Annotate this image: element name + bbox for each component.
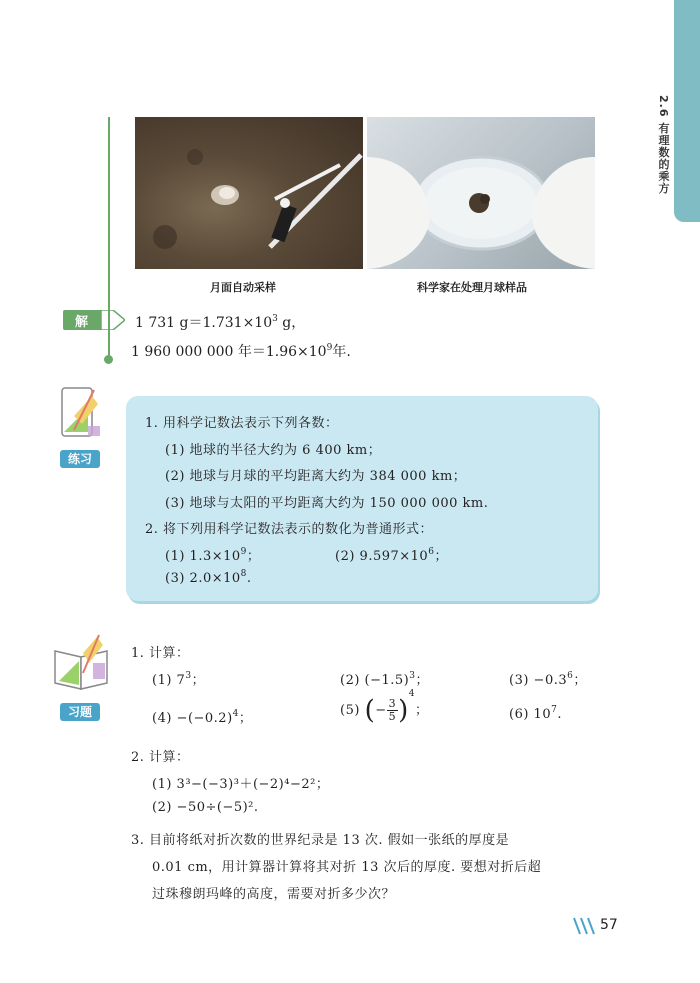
practice-question-1: 1. 用科学记数法表示下列各数：	[145, 416, 339, 431]
exercise-q1-item-2	[340, 669, 429, 688]
solution-line-2-unit: 年.	[332, 344, 351, 360]
exercise-question-1: 1. 计算：	[131, 646, 190, 661]
example-margin-dot	[104, 355, 113, 364]
exponent: 9	[240, 547, 247, 557]
solution-line-2-text: 1 960 000 000 年＝1.96×10	[131, 344, 327, 360]
practice-icon	[58, 386, 104, 446]
solution-line-1-unit: g，	[277, 315, 306, 331]
exercise-q1-item-3	[509, 669, 587, 688]
lab-sample-photo	[367, 117, 595, 269]
exercise-question-2: 2. 计算：	[131, 750, 190, 765]
item-label: (6) 10	[509, 707, 552, 722]
exercise-q2-item-2: (2) −50÷(−5)².	[152, 800, 259, 815]
chapter-side-tab	[674, 0, 700, 222]
item-end: ；	[415, 703, 429, 718]
page-number: 57	[600, 917, 618, 933]
item-end: ；	[434, 549, 448, 564]
item-end: .	[557, 707, 562, 722]
practice-q2-item-3	[165, 571, 252, 586]
item-end: ；	[415, 673, 430, 688]
solution-badge	[63, 310, 113, 330]
item-end: ；	[191, 673, 206, 688]
item-label: (1) 1.3×10	[165, 549, 241, 564]
exponent: 3	[185, 671, 192, 681]
practice-q1-item-3: (3) 地球与太阳的平均距离大约为 150 000 000 km.	[165, 496, 489, 511]
moon-photo-caption: 月面自动采样	[210, 281, 276, 294]
practice-q1-item-2: (2) 地球与月球的平均距离大约为 384 000 km；	[165, 469, 467, 484]
solution-line-2	[131, 341, 351, 361]
lab-photo-caption: 科学家在处理月球样品	[417, 281, 527, 294]
exponent: 4	[232, 709, 239, 719]
solution-line-1	[135, 312, 305, 332]
exercise-q1-item-6	[509, 707, 562, 722]
exercise-q3-line-3: 过珠穆朗玛峰的高度，需要对折多少次？	[152, 887, 396, 902]
exercise-q1-item-4	[152, 707, 252, 726]
exponent: 7	[551, 705, 558, 715]
item-label: (3) −0.3	[509, 673, 568, 688]
moon-sampling-photo	[135, 117, 363, 269]
left-paren: (	[364, 695, 376, 726]
exercise-icon	[53, 633, 111, 695]
exponent: 3	[272, 314, 278, 324]
solution-line-1-text: 1 731 g＝1.731×10	[135, 315, 273, 331]
exercise-q3-line-2: 0.01 cm，用计算器计算将其对折 13 次后的厚度. 要想对折后超	[152, 860, 542, 875]
practice-q1-item-1: (1) 地球的半径大约为 6 400 km；	[165, 443, 382, 458]
item-end: ；	[246, 549, 261, 564]
exercise-q3-line-1: 3. 目前将纸对折次数的世界纪录是 13 次. 假如一张纸的厚度是	[131, 833, 510, 848]
exercise-q1-item-5: (5) (− $\frac{3}{5}$ )$^4$；	[340, 689, 429, 726]
page-number-slashes	[572, 917, 600, 939]
exercise-q2-item-1: (1) 3³−(−3)³＋(−2)⁴−2²；	[152, 777, 330, 792]
chapter-section-title: 2.6 有理数的乘方	[657, 95, 670, 195]
practice-question-2: 2. 将下列用科学记数法表示的数化为普通形式：	[145, 522, 434, 537]
practice-q2-item-2	[335, 545, 448, 564]
item-label: (3) 2.0×10	[165, 571, 241, 586]
item-label: (2) 9.597×10	[335, 549, 429, 564]
exponent: 6	[567, 671, 574, 681]
fraction-numerator: 3	[388, 697, 397, 710]
exponent: 9	[326, 343, 333, 353]
item-label: (1) 7	[152, 673, 186, 688]
item-end: ；	[238, 711, 253, 726]
exercise-q1-item-1	[152, 669, 205, 688]
exponent: 6	[428, 547, 435, 557]
exponent: 3	[409, 671, 416, 681]
exponent: 8	[240, 569, 247, 579]
exercise-badge: 习题	[60, 703, 100, 721]
fraction-denominator: 5	[388, 710, 397, 723]
item-label: (4) −(−0.2)	[152, 711, 233, 726]
item-end: ；	[573, 673, 587, 688]
item-label: (2) (−1.5)	[340, 673, 410, 688]
item-end: .	[246, 571, 252, 586]
practice-badge: 练习	[60, 450, 100, 468]
right-paren: )	[398, 695, 409, 726]
exponent: 4	[408, 689, 416, 699]
fraction	[387, 698, 399, 723]
solution-badge-label: 解	[75, 315, 89, 330]
item-label: (5)	[340, 703, 360, 718]
practice-q2-item-1	[165, 545, 260, 564]
